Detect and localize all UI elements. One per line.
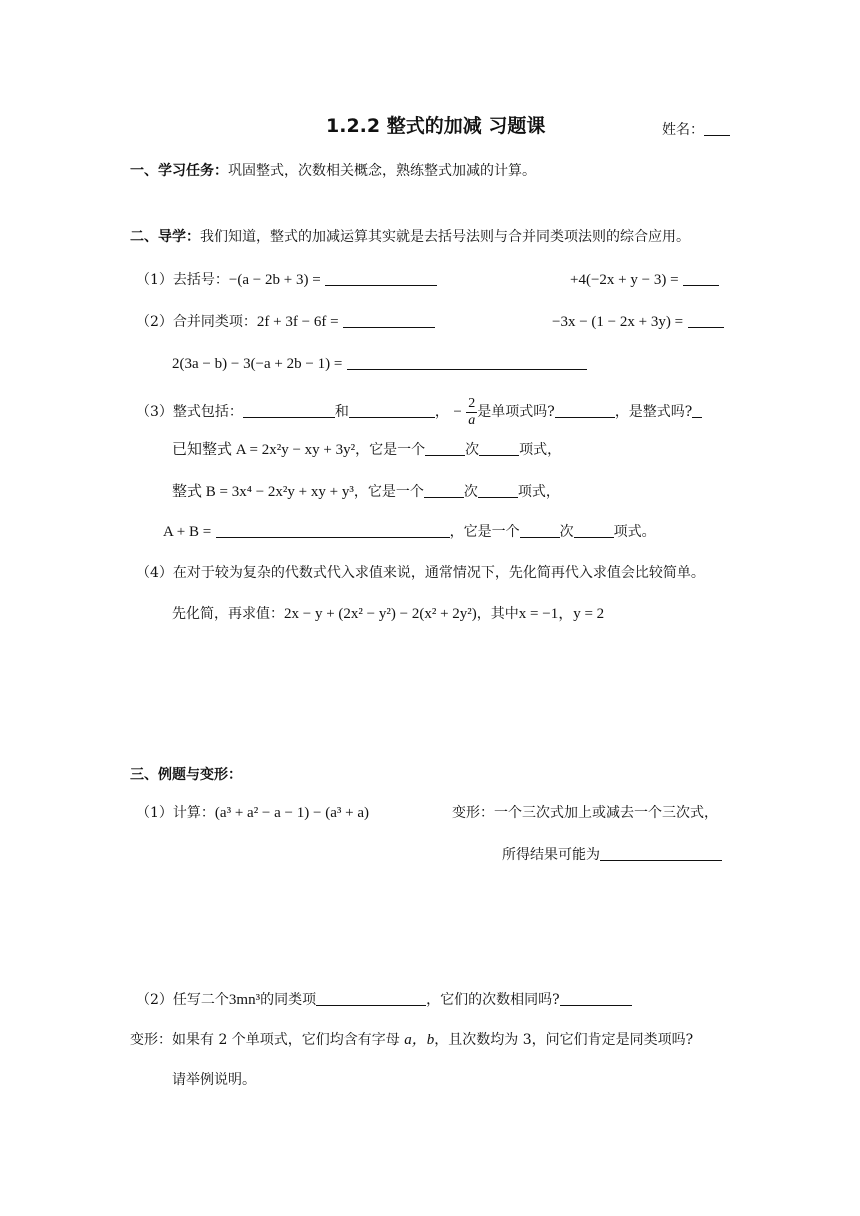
q1a-expression: −(a − 2b + 3) = <box>228 272 321 288</box>
q3-blank-4[interactable] <box>692 402 702 418</box>
section2-line <box>130 227 690 247</box>
name-field <box>662 120 730 140</box>
ex1-variation <box>452 803 718 823</box>
q3-blank-2[interactable] <box>349 402 435 418</box>
ex1-result-label: 所得结果可能为 <box>502 847 600 863</box>
ex2-variation-letters: a，b <box>404 1032 435 1048</box>
minus-sign: − <box>453 404 462 420</box>
q3A-ci: 次 <box>465 442 480 458</box>
q3-label: （3）整式包括： <box>136 404 243 420</box>
q1b-expression: +4(−2x + y − 3) = <box>570 272 679 288</box>
ex1-expression: (a³ + a² − a − 1) − (a³ + a) <box>214 805 369 821</box>
page-title: 1.2.2 整式的加减 习题课 <box>326 115 546 137</box>
q3-monomial-question: 是单项式吗? <box>477 404 555 420</box>
ex2-variation-line <box>130 1030 693 1050</box>
q1a-answer-blank[interactable] <box>325 270 437 286</box>
ex1-label: （1）计算： <box>136 805 215 821</box>
ex1-variation-label: 变形：一个三次式加上或减去一个三次式， <box>452 805 718 821</box>
polynomial-A: 已知整式 A = 2x²y − xy + 3y² <box>172 442 356 458</box>
q3-sum-degree-blank[interactable] <box>520 522 560 538</box>
ex1-left <box>136 803 369 823</box>
q3-sum-blank[interactable] <box>216 522 450 538</box>
section2-text: 我们知道，整式的加减运算其实就是去括号法则与合并同类项法则的综合应用。 <box>200 229 690 245</box>
q3A-terms-blank[interactable] <box>479 440 519 456</box>
q4-expression: 2x − y + (2x² − y²) − 2(x² + 2y²) <box>284 606 477 622</box>
q3-sum-terms-blank[interactable] <box>574 522 614 538</box>
fraction-denominator: a <box>468 412 476 428</box>
q2b-expression: −3x − (1 − 2x + 3y) = <box>552 314 684 330</box>
section2-label: 二、导学： <box>130 229 200 245</box>
q2-right <box>552 312 724 332</box>
ex1-variation-result <box>502 845 722 865</box>
sum-A-plus-B: A + B = <box>163 524 212 540</box>
q1b-answer-blank[interactable] <box>683 270 719 286</box>
polynomial-B: 整式 B = 3x⁴ − 2x²y + xy + y³ <box>172 484 354 500</box>
q3B-degree-blank[interactable] <box>424 482 464 498</box>
q3-comma: ， <box>434 404 449 420</box>
q3-sum-line <box>163 522 656 542</box>
ex2-label: （2）任写二个 <box>136 992 229 1008</box>
q3-and: 和 <box>334 404 349 420</box>
q3-sum-xiangshi: 项式。 <box>613 524 656 540</box>
name-blank[interactable] <box>704 120 730 136</box>
ex1-result-blank[interactable] <box>600 845 722 861</box>
q4-text: （4）在对于较为复杂的代数式代入求值来说，通常情况下，先化简再代入求值会比较简单。 <box>136 565 705 581</box>
fraction-numerator: 2 <box>468 395 476 411</box>
q2a-expression: 2f + 3f − 6f = <box>256 314 339 330</box>
ex2-mid: 的同类项 <box>260 992 317 1008</box>
q4-prompt-line <box>172 604 604 624</box>
q3B-it-is: ，它是一个 <box>353 484 424 500</box>
ex2-like-terms-blank[interactable] <box>316 990 426 1006</box>
section1-text: 巩固整式，次数相关概念，熟练整式加减的计算。 <box>228 163 536 179</box>
section3-label: 三、例题与变形： <box>130 767 242 783</box>
q3-blank-1[interactable] <box>243 402 335 418</box>
q2c-answer-blank[interactable] <box>347 354 587 370</box>
q3-sum-ci: 次 <box>559 524 574 540</box>
q2b-answer-blank[interactable] <box>688 312 724 328</box>
ex2-variation-end: ，且次数均为 3，问它们肯定是同类项吗? <box>434 1032 694 1048</box>
q3-known-A-line <box>172 440 561 460</box>
q3B-xiangshi: 项式， <box>517 484 560 500</box>
q3-poly-question: ，是整式吗? <box>614 404 693 420</box>
q1-left <box>136 270 437 290</box>
q3A-it-is: ，它是一个 <box>355 442 426 458</box>
q4-values: x = −1，y = 2 <box>518 606 605 622</box>
fraction-2-over-a <box>466 396 477 429</box>
ex2-answer-blank[interactable] <box>560 990 632 1006</box>
q2c-expression: 2(3a − b) − 3(−a + 2b − 1) = <box>172 356 343 372</box>
q3-sum-it-is: ，它是一个 <box>449 524 520 540</box>
q2a-answer-blank[interactable] <box>343 312 435 328</box>
q3A-xiangshi: 项式， <box>519 442 562 458</box>
ex2-term: 3mn³ <box>228 992 261 1008</box>
name-label: 姓名： <box>662 122 704 138</box>
q2c-line <box>172 354 587 374</box>
q2-left <box>136 312 435 332</box>
q3A-degree-blank[interactable] <box>425 440 465 456</box>
q3B-ci: 次 <box>463 484 478 500</box>
ex2-explain-line <box>172 1070 256 1090</box>
q3-blank-3[interactable] <box>555 402 615 418</box>
ex2-explain: 请举例说明。 <box>172 1072 256 1088</box>
q1-label: （1）去括号： <box>136 272 229 288</box>
section3-line <box>130 765 242 785</box>
q4-text-line <box>136 563 705 583</box>
ex2-question: ，它们的次数相同吗? <box>426 992 560 1008</box>
q2-label: （2）合并同类项： <box>136 314 257 330</box>
section1-line <box>130 161 536 181</box>
q3-known-B-line <box>172 482 560 502</box>
ex2-variation-text: 变形：如果有 2 个单项式，它们均含有字母 <box>130 1032 400 1048</box>
ex2-line <box>136 990 632 1010</box>
q4-where: ，其中 <box>476 606 519 622</box>
q4-prompt: 先化简，再求值： <box>172 606 284 622</box>
q3-line <box>136 394 702 430</box>
q3B-terms-blank[interactable] <box>478 482 518 498</box>
q1-right <box>570 270 719 290</box>
section1-label: 一、学习任务： <box>130 163 228 179</box>
